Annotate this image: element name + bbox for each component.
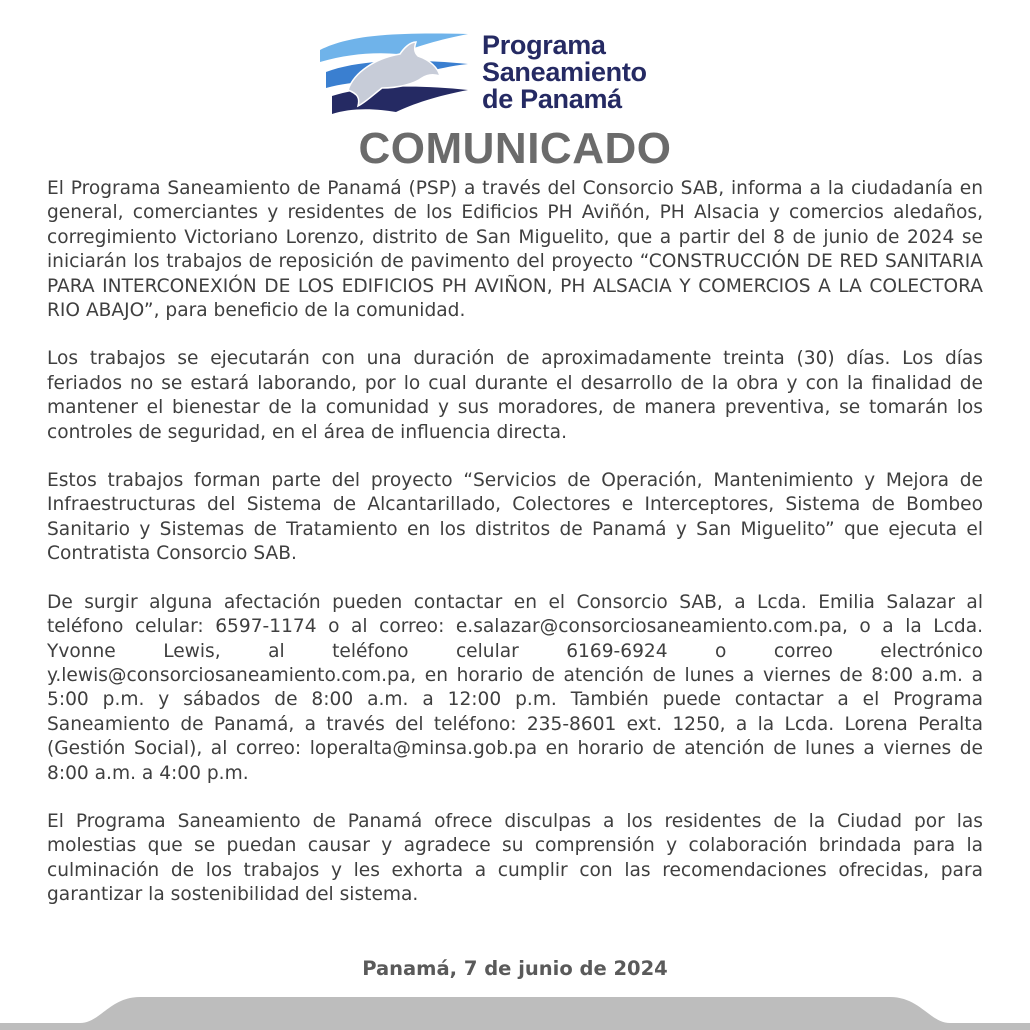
logo-line-2: Saneamiento [482, 57, 647, 87]
announcement-body [47, 177, 983, 932]
psp-logo [318, 28, 698, 120]
logo-line-3: de Panamá [482, 84, 622, 114]
publication-date: Panamá, 7 de junio de 2024 [362, 957, 668, 980]
dolphin-waves-icon [318, 28, 478, 118]
paragraph-intro: El Programa Saneamiento de Panamá (PSP) a través del Consorcio SAB, informa a la ciudadanía en general, comerciantes y residentes de los Edificios PH Aviñón, PH Alsacia y comercios aledaños, corregimiento Victoriano Lorenzo, distrito de San Miguelito, que a partir del 8 de junio de 2024 se iniciarán los trabajos de reposición de pavimento del proyecto “CONSTRUCCIÓN DE RED SANITARIA PARA INTERCONEXIÓN DE LOS EDIFICIOS PH AVIÑON, PH ALSACIA Y COMERCIOS A LA COLECTORA RIO ABAJO”, para beneficio de la comunidad. [47, 178, 983, 322]
paragraph-contacts: De surgir alguna afectación pueden contactar en el Consorcio SAB, a Lcda. Emilia Salazar al teléfono celular: 6597-1174 o al correo: e.salazar@consorciosaneamiento.com.pa, o a la Lcda. Yvonne Lewis, al teléfono celular 6169-6924 o correo electrónico y.lewis@consorciosaneamiento.com.pa, en horario de atención de lunes a viernes de 8:00 a.m. a 5:00 p.m. y sábados de 8:00 a.m. a 12:00 p.m. También puede contactar a el Programa Saneamiento de Panamá, a través del teléfono: 235-8601 ext. 1250, a la Lcda. Lorena Peralta (Gestión Social), al correo: loperalta@minsa.gob.pa en horario de atención de lunes a viernes de 8:00 a.m. a 4:00 p.m. [47, 591, 983, 784]
paragraph-apology: El Programa Saneamiento de Panamá ofrece disculpas a los residentes de la Ciudad por las molestias que se puedan causar y agradece su comprensión y colaboración brindada para la culminación de los trabajos y les exhorta a cumplir con las recomendaciones ofrecidas, para garantizar la sostenibilidad del sistema. [47, 810, 983, 906]
paragraph-project: Estos trabajos forman parte del proyecto “Servicios de Operación, Mantenimiento y Mejora de Infraestructuras del Sistema de Alcantarillado, Colectores e Interceptores, Sistema de Bombeo Sanitario y Sistemas de Tratamiento en los distritos de Panamá y San Miguelito” que ejecuta el Contratista Consorcio SAB. [47, 470, 983, 565]
logo-wordmark [482, 32, 647, 113]
page-title: COMUNICADO [358, 124, 672, 173]
paragraph-duration: Los trabajos se ejecutarán con una duración de aproximadamente treinta (30) días. Los días feriados no se estará laborando, por lo cual durante el desarrollo de la obra y con la finalidad de mantener el bienestar de la comunidad y sus moradores, de manera preventiva, se tomarán los controles de seguridad, en el área de influencia directa. [47, 348, 983, 443]
logo-line-1: Programa [482, 30, 606, 60]
footer-bar [0, 993, 1030, 1030]
